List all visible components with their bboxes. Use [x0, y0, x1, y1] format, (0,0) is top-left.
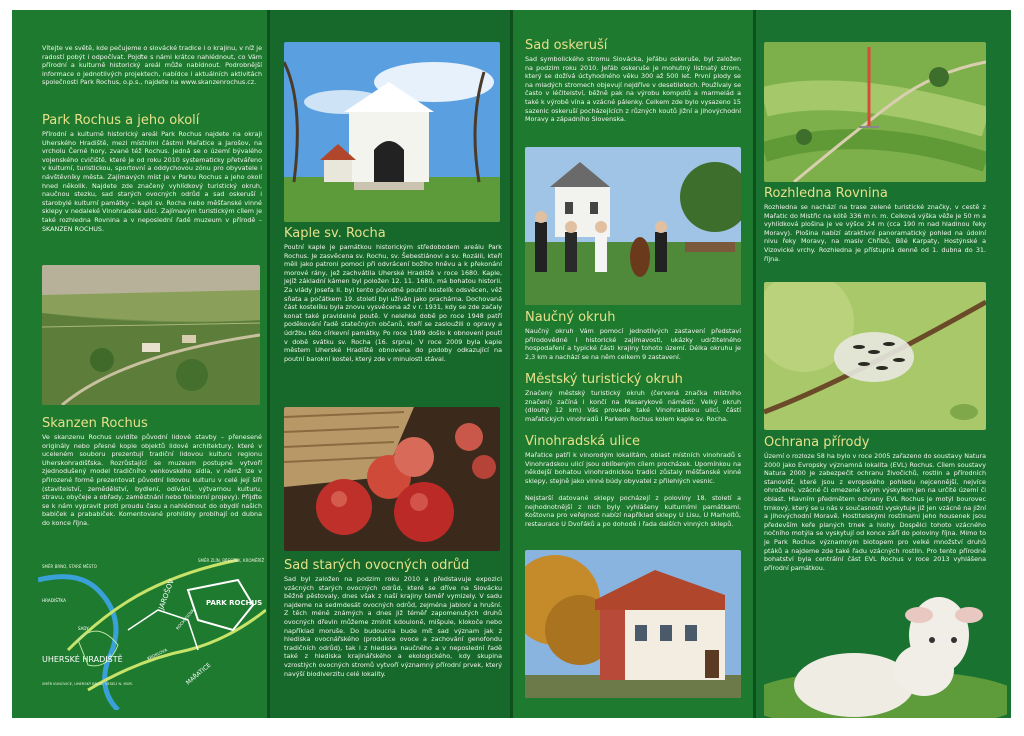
rozhledna-title: Rozhledna Rovnina [764, 186, 888, 201]
naucny-title: Naučný okruh [525, 310, 616, 325]
folk-band-photo [525, 147, 741, 305]
naucny-text: Naučný okruh Vám pomocí jednotlivých zastavení představí přírodovědné i historické zajímavosti, ukázky udržitelného hospodaření a typické části krajiny tohoto území. Délka okruhu je 2,3 km a nachází se na něm celkem 9 zastavení. [525, 327, 741, 361]
park-rochus-title: Park Rochus a jeho okolí [42, 113, 200, 128]
map-label-smer-kunovice: SMĚR KUNOVICE, UHERSKÝ BROD, VESELÍ N. MOR. [42, 682, 133, 686]
map-label-smer-zlin: SMĚR ZLÍN, BŘESTEK, KROMĚŘÍŽ [198, 558, 265, 563]
map-label-maratice: MAŘATICE [184, 661, 213, 687]
ochrana-text: Území o rozloze 58 ha bylo v roce 2005 zařazeno do soustavy Natura 2000 jako Evropsky významná lokalita (EVL) Rochus. Cílem soustavy Natura 2000 je zabezpečit ochranu živočichů, rostlin a přírodních stanovišť, které jsou z evropského pohledu nejcennější, nejvíce ohrožené, vzácné či omezené svým výskytem jen na určité území či oblast. Hlavním předmětem ochrany EVL Rochus je motýl bourovec trnkový, který se u nás v současnosti vyskytuje již jen vzácně na jižní a jihovýchodní Moravě. Hostitelskými rostlinami jeho housenek jsou především keře planých trnek a hlohy. Dospělci tohoto vzácného nočního motýla se vyskytují od konce září do poloviny října. Mimo to je Park Rochus významným biotopem pro velké množství druhů ptáků a najdeme zde také řadu vzácných rostlin. Pro tento přírodně bohatství byla centrální část EVL Rochus v roce 2013 vyhlášena přírodní památkou. [764, 452, 986, 572]
sad-starych-text: Sad byl založen na podzim roku 2010 a představuje expozici vzácných starých ovocných odrůd, které se dříve na Slovácku běžně pěstovaly, dnes však z naší krajiny téměř vymizely. V sadu najdeme na sedmdesát ovocných odrůd, zejména jabloní a hrušní. Z těch méně známých a dnes již téměř zapomenutých druhů ovocných dřevin můžeme zmínit kdouloně, mišpule, klokoče nebo například moruše. Do budoucna bude mít sad význam jak z hlediska ovocnářského (produkce ovoce a zachování genofondu tradičních odrůd), tak i z hlediska naučného a v neposlední řadě také z hlediska krajinářského a ekologického, kdy skupina vzrostlých ovocných stromů vytvoří významný přírodní prvek, který navýší biodiverzitu celé lokality. [284, 575, 502, 678]
map-label-sady: SADY [78, 626, 89, 631]
mestsky-title: Městský turistický okruh [525, 372, 683, 387]
mestsky-text: Značený městský turistický okruh (červená značka místního značení) začíná i končí na Masarykově náměstí. Velký okruh (dlouhý 12 km) Vás provede také Vinohradskou ulicí, částí mařatických vinohradů i Parkem Rochus kolem kaple sv. Rocha. [525, 389, 741, 423]
chapel-photo [284, 42, 500, 222]
rozhledna-text: Rozhledna se nachází na trase zelené turistické značky, v cestě z Mařatic do Mistřic na kótě 336 m n. m. Celková výška věže je 50 m a vyhlídková plošina je ve výšce 24 m (cca 190 m nad hladinou řeky Moravy). Plošina nabízí atraktivní panoramatický pohled na údolní nivu řeky Moravy, na masiv Chřibů, Bílé Karpaty, Hostýnské a Vizovické vrchy. Rozhledna je přístupná denně od 1. dubna do 31. října. [764, 203, 986, 263]
page-margin-bottom [0, 718, 1024, 736]
park-rochus-text: Přírodní a kulturně historický areál Park Rochus najdete na okraji Uherského Hradiště, mezi místními částmi Mařatice a Jarošov, na vrcholu Černé hory, zvané též Rochus. Jedná se o území bývalého vojenského cvičiště, které je od roku 2010 systematicky přetvářeno v kulturní, turistickou, sportovní a oddychovou zónu pro obyvatele i návštěvníky města. Zajímavých míst je v Parku Rochus a jeho okolí hned několik. Najdete zde značený vyhlídkový turistický okruh, naučnou stezku, sad starých ovocných odrůd a sad oskeruší i starobylé kulturní památky – kapli sv. Rocha nebo měšťanské vinné sklepy v nedaleké Vinohradské ulici. Zajímavým turistickým cílem je také rozhledna Rovnina a v neposlední řadě muzeum v přírodě – SKANZEN ROCHUS. [42, 130, 262, 233]
map-label-smer-brno: SMĚR BRNO, STARÉ MĚSTO [42, 564, 97, 569]
vinohradska-title: Vinohradská ulice [525, 434, 640, 449]
aerial-village-photo [42, 265, 260, 405]
kaple-title: Kaple sv. Rocha [284, 226, 386, 241]
panel-2 [270, 10, 510, 718]
caterpillars-nest-photo [764, 282, 986, 430]
sheep-photo [764, 590, 1007, 718]
page-margin-right [1011, 0, 1024, 736]
skanzen-text: Ve skanzenu Rochus uvidíte původní lidové stavby – přenesené originály nebo přesné kopie objektů lidové architektury, které v uceleném souboru prezentují tradiční lidovou kulturu regionu Uherskohradišťska. Rozrůstající se muzeum postupně vytvoří zjednodušený model tradičního venkovského sídla, v němž lze v přirozené formě prezentovat původní lidovou kulturu v celé její šíři (stavitelství, zemědělství, bydlení, odívání, výtvarnou kulturu, stravu, obyčeje a obřady, zaměstnání nebo folklorní projevy). Přijďte se k nám vypravit proti proudu času a nahlédnout do obydlí našich babiček a prababiček. Komentované prohlídky probíhají od dubna do konce října. [42, 433, 262, 527]
map-label-rochusova: ROCHUSOVA [174, 607, 196, 631]
lookout-tower-photo [764, 42, 986, 182]
sad-starych-title: Sad starých ovocných odrůd [284, 558, 470, 573]
ochrana-title: Ochrana přírody [764, 435, 870, 450]
skanzen-title: Skanzen Rochus [42, 416, 148, 431]
wine-cellar-house-photo [525, 550, 741, 698]
map-label-park-rochus: PARK ROCHUS [206, 599, 263, 607]
panel-3 [513, 10, 753, 718]
map-label-kroklova: KROKLOVA [146, 647, 168, 661]
page-margin-top [0, 0, 1024, 10]
sad-oskerusi-text: Sad symbolického stromu Slovácka, jeřábu oskeruše, byl založen na podzim roku 2010. Jeřáb oskeruše je mohutný listnatý strom, který se dožívá úctyhodného věku 300 až 500 let. První plody se na mladých stromech objevují nejdříve v desetiletech. Používaly se často v léčitelství, běžně pak na výrobu kompotů a marmelád a také k výrobě vína a vzácné pálenky. Celkem zde bylo vysazeno 15 sazenic oskeruší pocházejících z různých koutů jižní a jihovýchodní Moravy a západního Slovenska. [525, 55, 741, 124]
kaple-text: Poutní kaple je památkou historickým středobodem areálu Park Rochus. Je zasvěcena sv. Rochu, sv. Šebestiánovi a sv. Rozálii, kteří měli jako patroni pomoci při odvrácení božího hněvu a k překonání morové rány, jež zachvátila Uherské Hradiště v roce 1680. Kaple, jejíž základní kámen byl položen 12. 11. 1680, má bohatou historii. Za vlády Josefa II. byl tento původně poutní kostelík odsvěcen, věž sňata a počátkem 19. století byl užíván jako prachárna. Dochovaná část kostelíku byla znovu vysvěcena až v r. 1931, kdy se zde začaly konat také pravidelné poutě. V nelehké době po roce 1948 patří poděkování řadě statečných občanů, kteří se zasloužili o opravy a údržbu této církevní památky. Po roce 1989 došlo k obnovení poutí v době svátku sv. Rocha (16. srpna). V roce 2009 byla kaple městem Uherské Hradiště obnovena do podoby odkazující na poutní barokní kostel, který zde v minulosti stával. [284, 243, 502, 363]
panel-4 [756, 10, 1011, 718]
vinohradska-text-2: Nejstarší datované sklepy pocházejí z poloviny 18. století a nejhodnotnější z nich byly vyhlášeny kulturními památkami. Koštovna pro veřejnost nabízí například sklepy U Lisu, U Marholtů, restaurace U Dvořáků a po dohodě i řada dalších vinných sklepů. [525, 494, 741, 528]
map-label-jarosov: JAROŠOV [157, 578, 176, 611]
panel-1 [12, 10, 267, 718]
apples-basket-photo [284, 407, 500, 551]
area-map [38, 550, 266, 710]
page-margin-left [0, 0, 12, 736]
vinohradska-text-1: Mařatice patří k vinorodým lokalitám, oblast místních vinohradů s Vinohradskou ulicí jsou oblíbeným cílem procházek. Upomínkou na někdejší bohatou vinohradnickou tradici zůstaly měšťanské vinné sklepy, stejně jako vinné búdy obyvatel z přilehlých vesnic. [525, 451, 741, 485]
sad-oskerusi-title: Sad oskeruší [525, 38, 608, 53]
map-label-hradistka: HRADIŠŤKA [42, 598, 66, 603]
intro-text: Vítejte ve světě, kde pečujeme o slovácké tradice i o krajinu, v níž je radostí pobýt i odpočívat. Pojďte s námi krátce nahlédnout, co Vám přírodní a kulturně historický areál může nabídnout. Podrobnější informace o jednotlivých projektech, nabídce i aktuálních aktivitách společnosti Park Rochus, o.p.s., najdete na www.skanzenrochus.cz. [42, 44, 262, 87]
map-label-uherske-hradiste: UHERSKÉ HRADIŠTĚ [42, 655, 123, 664]
